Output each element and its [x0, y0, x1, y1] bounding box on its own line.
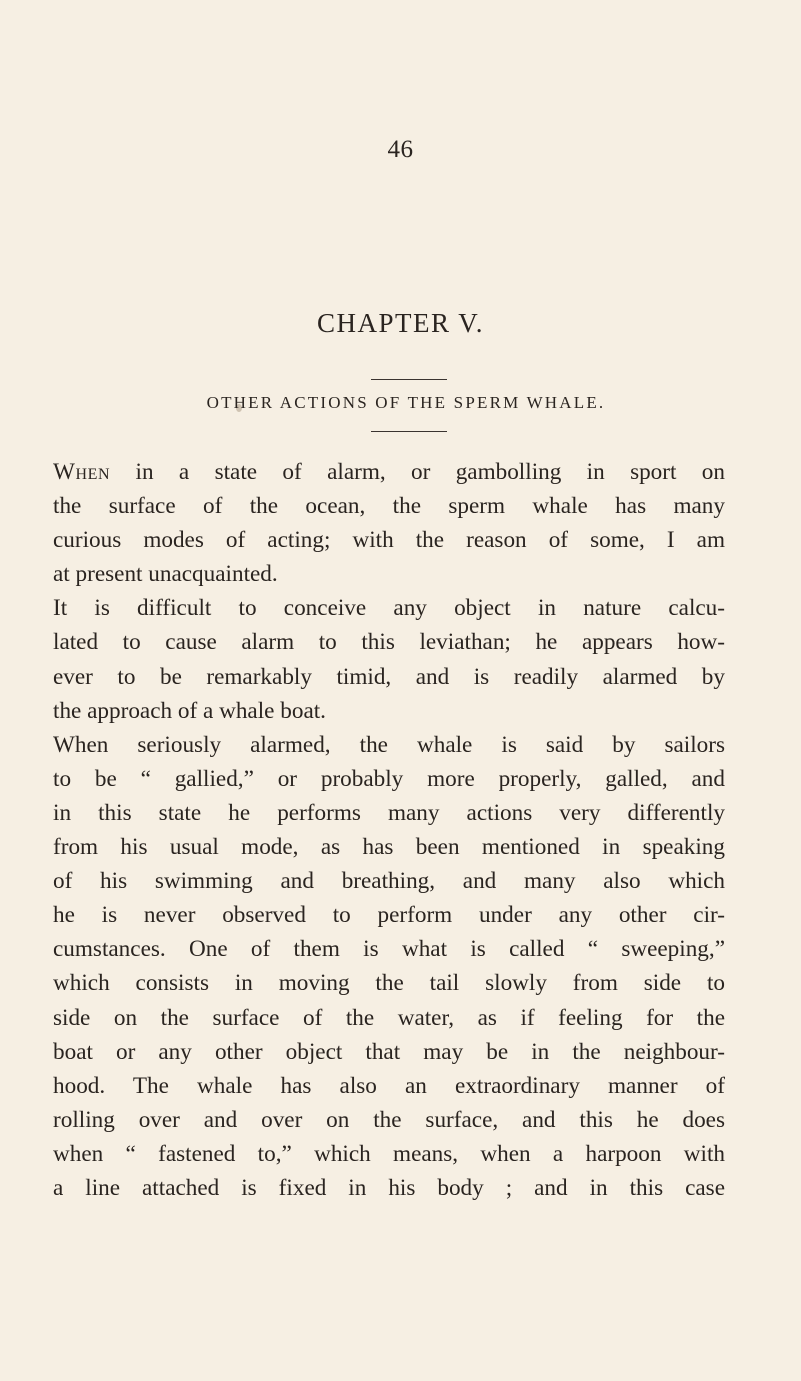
text-line: boat or any other object that may be in the neighbour- — [53, 1038, 725, 1065]
text-line: rolling over and over on the surface, and this he does — [53, 1106, 725, 1133]
text-line: in this state he performs many actions very differently — [53, 799, 725, 826]
text-line: to be “ gallied,” or probably more properly, galled, and — [53, 765, 725, 792]
text-line: which consists in moving the tail slowly from side to — [53, 970, 725, 997]
text-line: when “ fastened to,” which means, when a harpoon with — [53, 1140, 725, 1167]
text-line: side on the surface of the water, as if feeling for the — [53, 1004, 725, 1031]
text-line: from his usual mode, as has been mentioned in speaking — [53, 834, 725, 861]
chapter-title: CHAPTER V. — [316, 308, 485, 338]
text-line: When seriously alarmed, the whale is said by sailors — [53, 731, 725, 758]
text-line: ever to be remarkably timid, and is readily alarmed by — [53, 663, 725, 690]
text-line: It is difficult to conceive any object in nature calcu- — [53, 595, 725, 622]
text-line: lated to cause alarm to this leviathan; he appears how- — [53, 629, 725, 656]
text-line: When in a state of alarm, or gambolling in sport on — [53, 459, 725, 485]
chapter-subtitle: OTHER ACTIONS OF THE SPERM WHALE. — [206, 393, 606, 412]
text-line: he is never observed to perform under any other cir- — [53, 902, 725, 929]
text-line: a line attached is fixed in his body ; and in this case — [53, 1174, 725, 1201]
text-line: at present unacquainted. — [53, 561, 278, 588]
divider-rule-top — [371, 379, 447, 380]
body-text — [53, 455, 725, 1205]
text-line: the approach of a whale boat. — [53, 697, 326, 724]
divider-rule-bottom — [371, 431, 447, 432]
text-line: curious modes of acting; with the reason of some, I am — [53, 527, 725, 554]
text-line: cumstances. One of them is what is called “ sweeping,” — [53, 936, 725, 963]
text-line: the surface of the ocean, the sperm whale has many — [53, 493, 725, 520]
text-line: of his swimming and breathing, and many also which — [53, 868, 725, 895]
text-line: hood. The whale has also an extraordinary manner of — [53, 1072, 725, 1099]
page-number: 46 — [387, 136, 414, 163]
drop-word: When — [53, 459, 111, 485]
